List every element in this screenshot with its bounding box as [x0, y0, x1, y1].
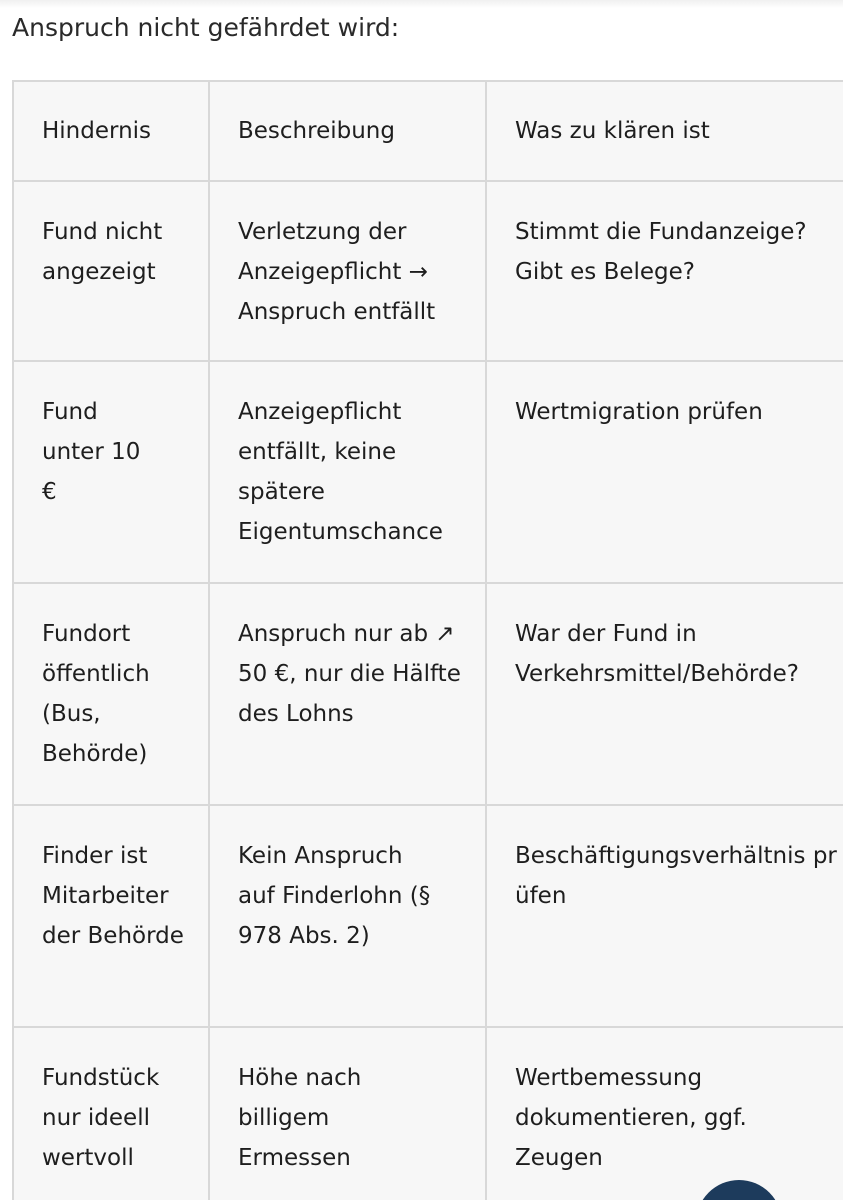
- top-shadow: [0, 0, 843, 8]
- cell-klaeren: Wertmigration prüfen: [486, 361, 843, 583]
- cell-klaeren: Stimmt die Fundanzeige? Gibt es Belege?: [486, 181, 843, 361]
- cell-beschreibung: Kein Anspruch auf Finderlohn (§ 978 Abs. 2): [209, 805, 486, 1027]
- cell-hindernis: Fund nicht angezeigt: [13, 181, 209, 361]
- cell-beschreibung: Höhe nach billigem Ermessen: [209, 1027, 486, 1200]
- cell-beschreibung: Anzeigepflicht entfällt, keine spätere Eigentumschance: [209, 361, 486, 583]
- cell-hindernis: Fundort öffentlich (Bus, Behörde): [13, 583, 209, 805]
- table-row: [13, 361, 843, 583]
- intro-text: Anspruch nicht gefährdet wird:: [12, 13, 400, 42]
- cell-klaeren: Wertbemessung dokumentieren, ggf. Zeugen: [486, 1027, 843, 1200]
- table-row: [13, 1027, 843, 1200]
- header-was-zu-klaeren: Was zu klären ist: [486, 81, 843, 181]
- header-hindernis: Hindernis: [13, 81, 209, 181]
- cell-klaeren: Beschäftigungsverhältnis prüfen: [486, 805, 843, 1027]
- table-row: [13, 805, 843, 1027]
- cell-hindernis: Fundstück nur ideell wertvoll: [13, 1027, 209, 1200]
- table-header-row: [13, 81, 843, 181]
- header-beschreibung: Beschreibung: [209, 81, 486, 181]
- cell-klaeren: War der Fund in Verkehrsmittel/Behörde?: [486, 583, 843, 805]
- cell-hindernis: Finder ist Mitarbeiter der Behörde: [13, 805, 209, 1027]
- obstacles-table: [12, 80, 843, 1200]
- table-row: [13, 583, 843, 805]
- cell-beschreibung: Verletzung der Anzeigepflicht → Anspruch entfällt: [209, 181, 486, 361]
- cell-beschreibung: Anspruch nur ab ↗ 50 €, nur die Hälfte des Lohns: [209, 583, 486, 805]
- cell-hindernis: Fund unter 10 €: [13, 361, 209, 583]
- table-row: [13, 181, 843, 361]
